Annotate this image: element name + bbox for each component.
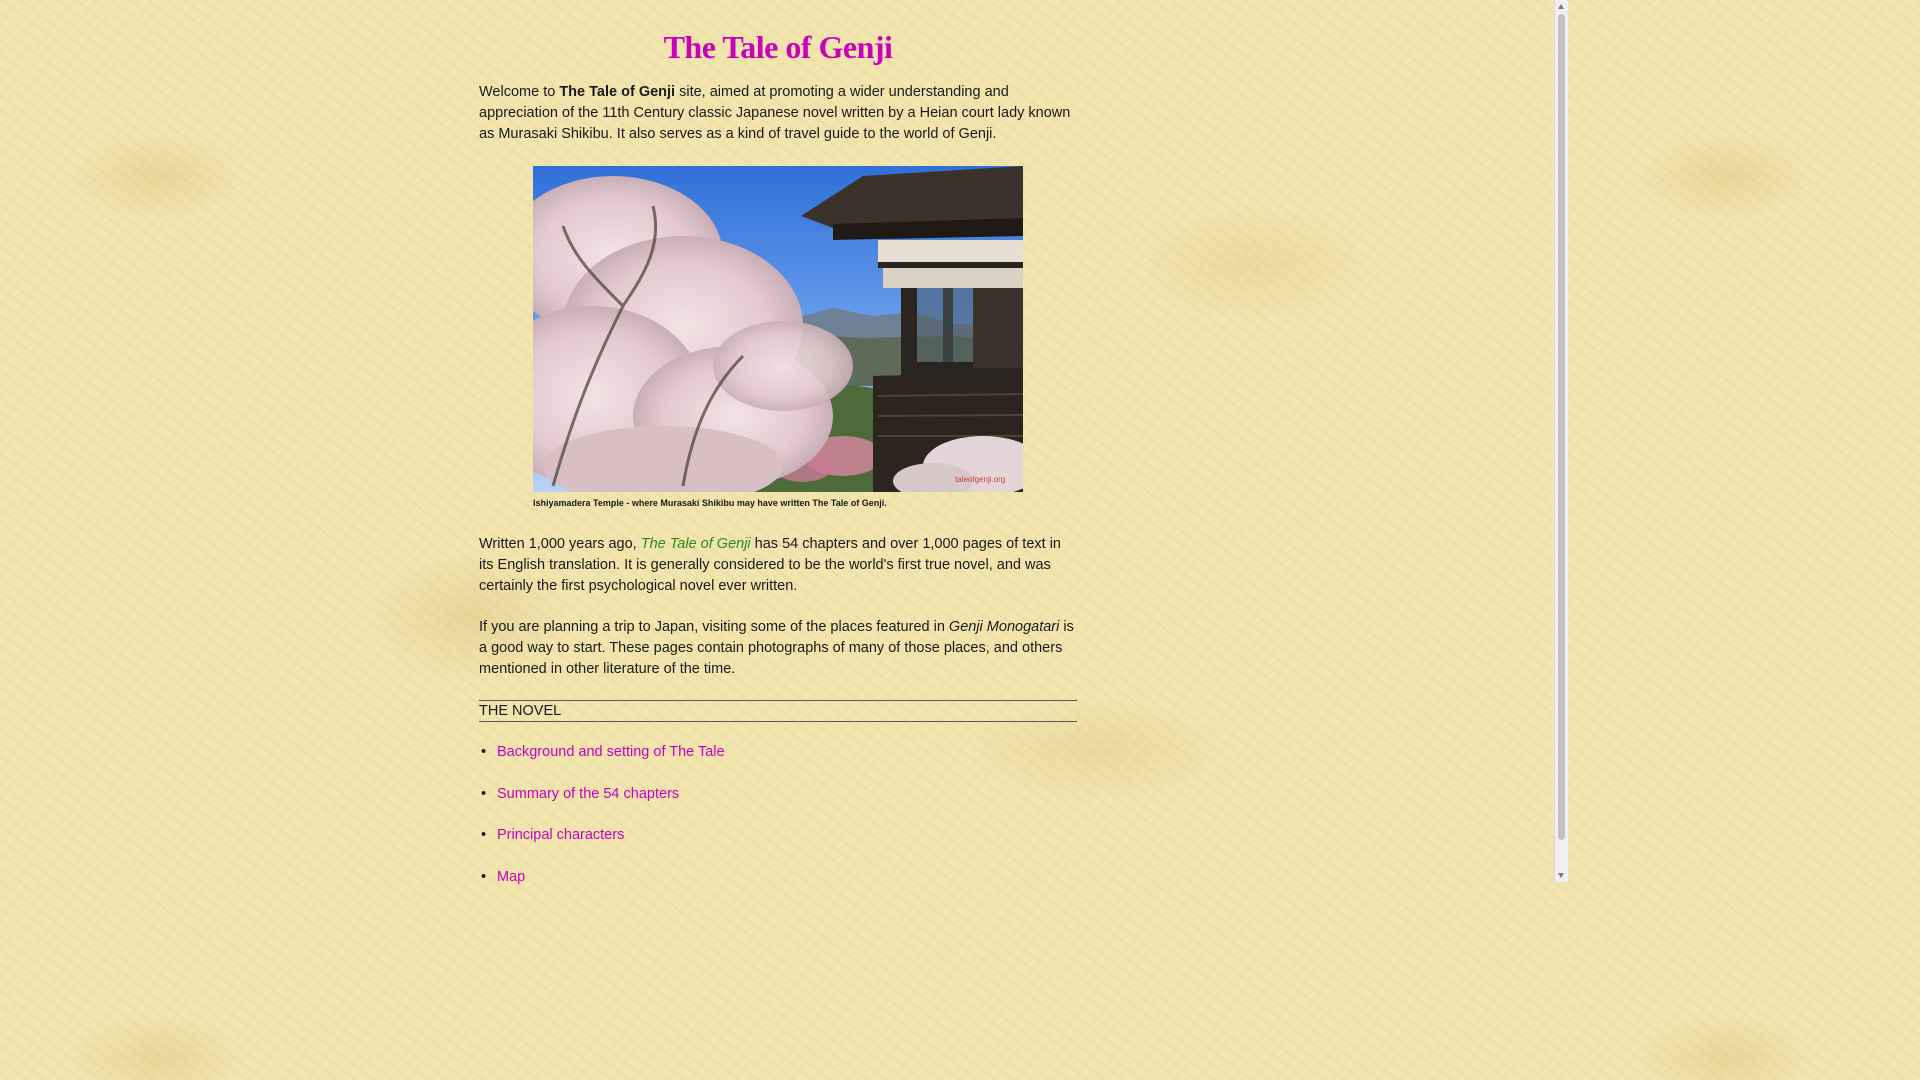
list-item: [479, 825, 1077, 846]
genji-monogatari-title: Genji Monogatari: [948, 619, 1060, 635]
p3-text-end: is a good way to start. These pages contain photographs of many of those places, and others mentioned in other literature of the time.: [479, 619, 1074, 677]
main-content: [479, 0, 1077, 908]
link-background-setting[interactable]: Background and setting of The Tale: [497, 744, 725, 760]
link-principal-characters[interactable]: Principal characters: [497, 827, 625, 843]
page-title: The Tale of Genji: [663, 29, 893, 65]
scrollbar-thumb[interactable]: [1558, 14, 1565, 840]
bullet-icon: •: [481, 868, 487, 885]
temple-photo: [533, 166, 1023, 492]
intro-text-end: site, aimed at promoting a wider understanding and appreciation of the 11th Century classic Japanese novel written by a Heian court lady known as Murasaki Shikibu. It also serves as a kind of travel guide to the world of Genji.: [479, 84, 1071, 142]
bullet-icon: •: [481, 785, 487, 802]
p3-text-start: If you are planning a trip to Japan, visiting some of the places featured in: [479, 619, 949, 635]
photo-figure: [533, 166, 1023, 509]
list-item: [479, 784, 1077, 805]
novel-links-list: [479, 742, 1077, 888]
link-chapter-summary[interactable]: Summary of the 54 chapters: [497, 785, 680, 802]
photo-watermark: taleofgenji.org: [955, 475, 1006, 484]
photo-caption: Ishiyamadera Temple - where Murasaki Shikibu may have written The Tale of Genji.: [533, 498, 887, 508]
novel-description-paragraph: [479, 534, 1077, 597]
list-item: [479, 867, 1077, 888]
bullet-icon: •: [481, 827, 487, 843]
p2-text-start: Written 1,000 years ago,: [479, 536, 641, 552]
link-map[interactable]: Map: [497, 868, 526, 885]
novel-title-highlight: The Tale of Genji: [640, 536, 751, 552]
section-heading-the-novel: THE NOVEL: [479, 700, 1077, 722]
list-item: [479, 742, 1077, 763]
bullet-icon: •: [481, 744, 487, 760]
scroll-down-arrow-icon[interactable]: [1558, 873, 1564, 878]
travel-paragraph: [479, 617, 1077, 680]
intro-text-start: Welcome to: [479, 84, 560, 100]
intro-site-name: The Tale of Genji: [559, 84, 676, 100]
scroll-up-arrow-icon[interactable]: [1558, 4, 1564, 9]
p2-text-end: has 54 chapters and over 1,000 pages of text in its English translation. It is generally considered to be the world's first true novel, and was certainly the first psychological novel ever written.: [479, 536, 1061, 594]
intro-paragraph: [479, 82, 1077, 145]
vertical-scrollbar[interactable]: [1554, 0, 1568, 882]
